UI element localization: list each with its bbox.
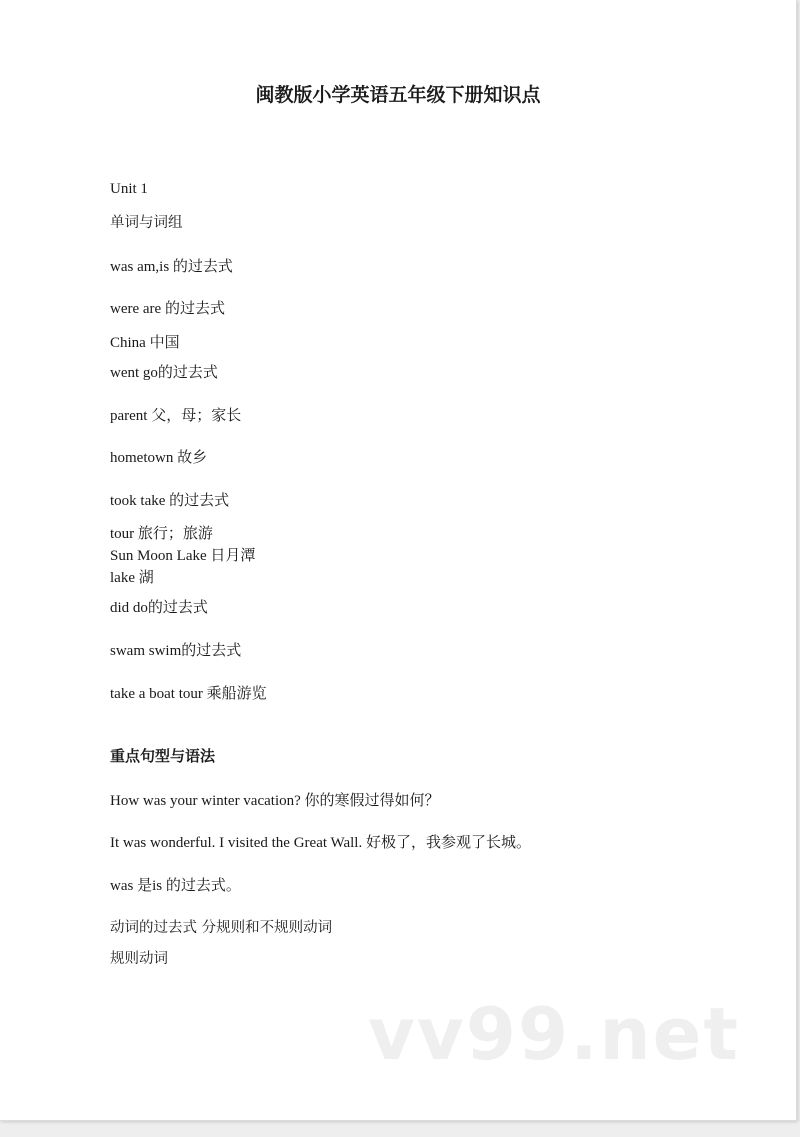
- vocab-item: hometown 故乡: [110, 450, 208, 466]
- sentence-line: 规则动词: [110, 951, 168, 967]
- vocab-item: went go的过去式: [110, 365, 218, 381]
- sentence-line: 动词的过去式 分规则和不规则动词: [110, 920, 333, 936]
- sentence-line: How was your winter vacation? 你的寒假过得如何？: [110, 793, 440, 809]
- vocab-item: took take 的过去式: [110, 493, 230, 509]
- vocab-item: China 中国: [110, 335, 180, 351]
- vocab-heading: 单词与词组: [110, 215, 183, 231]
- grammar-heading: 重点句型与语法: [110, 747, 216, 765]
- watermark: vv99.net: [368, 992, 740, 1076]
- vocab-item: lake 湖: [110, 570, 154, 586]
- vocab-item: take a boat tour 乘船游览: [110, 686, 267, 702]
- vocab-item: did do的过去式: [110, 600, 208, 616]
- vocab-item: swam swim的过去式: [110, 643, 242, 659]
- vocab-item: Sun Moon Lake 日月潭: [110, 548, 256, 564]
- vocab-item: were are 的过去式: [110, 301, 225, 317]
- vocab-item: tour 旅行；旅游: [110, 526, 213, 542]
- sentence-line: It was wonderful. I visited the Great Wall. 好极了，我参观了长城。: [110, 835, 531, 851]
- sentence-line: was 是is 的过去式。: [110, 878, 241, 894]
- document-title: 闽教版小学英语五年级下册知识点: [255, 84, 541, 106]
- vocab-item: was am,is 的过去式: [110, 259, 233, 275]
- vocab-item: parent 父，母；家长: [110, 408, 242, 424]
- unit-label: Unit 1: [110, 181, 148, 197]
